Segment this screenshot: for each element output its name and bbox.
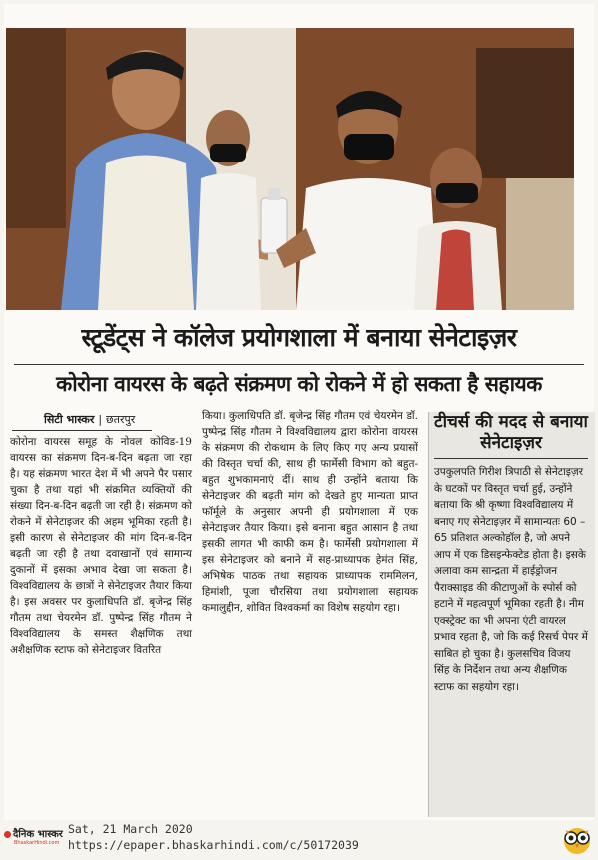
subheadline: कोरोना वायरस के बढ़ते संक्रमण को रोकने में हो सकता है सहायक	[56, 372, 542, 396]
logo-subtext: BhaskarHindi.com	[14, 840, 60, 846]
publisher-logo	[4, 826, 63, 846]
byline-place: छतरपुर	[106, 413, 136, 426]
article-column-2	[202, 408, 418, 616]
logo-text: दैनिक भास्कर	[13, 829, 63, 840]
column-2-text: किया। कुलाधिपति डॉ. बृजेन्द्र सिंह गौतम एवं चेयरमेन डॉ. पुष्पेन्द्र सिंह गौतम ने विश्वविद्यालय द्वारा कोरोना वायरस के संक्रमण की रोकथाम के लिए किए गए अन्य प्रयासों की विस्तृत चर्चा की, साथ ही फार्मेसी विभाग को बहुत-बहुत शुभकामनाएं दीं। साथ ही उन्होंने बताया कि सेनेटाइजर की बढ़ती मांग को देखते हुए मान्यता प्राप्त फॉर्मूले के अनुसार अपनी ही प्रयोगशाला में एक सेनेटाइजर तैयार किया। इसे बनाना बहुत आसान है तथा इसकी लागत भी काफी कम है। फार्मेसी प्रयोगशाला में इस सेनेटाइजर को बनाने में सह-प्राध्यापक हेमंत सिंह, अभिषेक पाठक तथा सहायक प्राध्यापक राममिलन, हिमांशी, पूजा चौरसिया तथा प्रयोगशाला सहायक कमालुद्दीन, शोवित विश्वकर्मा का विशेष सहयोग रहा।	[202, 410, 418, 614]
byline-rule	[12, 430, 152, 431]
article-photo	[6, 28, 574, 310]
sidebar-divider	[434, 458, 588, 459]
newspaper-clipping	[4, 4, 594, 820]
article-column-1	[10, 434, 192, 658]
column-1-text: कोरोना वायरस समूह के नोवल कोविड-19 वायरस का संक्रमण दिन-ब-दिन बढ़ता जा रहा है। यह संक्रमण भारत देश में भी अपने पैर पसार चुका है तथा यहां भी संक्रमित व्यक्तियों की संख्या दिन-ब-दिन बढ़ती जा रही है। संक्रमण को रोकने में सेनेटाइजर की अहम भूमिका रहती है। इसी कारण से सेनेटाइजर की मांग दिन-ब-दिन बढ़ती जा रही है तथा दवाखानों एवं सामान्य दुकानों में इसका अभाव देखा जा सकता है। विश्वविद्यालय के छात्रों ने सेनेटाइजर तैयार किया है। इस अवसर पर कुलाधिपति डॉ. बृजेन्द्र सिंह गौतम तथा चेयरमेन डॉ. पुष्पेन्द्र सिंह गौतम ने विश्वविद्यालय के समस्त शैक्षणिक तथा अशैक्षणिक स्टाफ को सेनेटाइजर वितरित	[10, 436, 192, 656]
owl-mascot-icon	[560, 822, 594, 856]
epaper-url[interactable]: https://epaper.bhaskarhindi.com/c/50172039	[68, 838, 359, 852]
sidebar-title: टीचर्स की मदद से बनाया सेनेटाइज़र	[434, 412, 588, 453]
byline-source: सिटी भास्कर	[44, 413, 95, 426]
logo-dot-icon	[4, 831, 11, 838]
sidebar-text: उपकुलपति गिरीश त्रिपाठी से सेनेटाइज़र के घटकों पर विस्तृत चर्चा हुई, उन्होंने बताया कि श्री कृष्णा विश्वविद्यालय में बनाए गए सेनेटाइज़र में सामान्यतः 60 – 65 प्रतिशत अल्कोहॉल है, जो अपने आप में एक डिसइन्फेक्टेड होता है। इसके अलावा कम सान्द्रता में हाईड्रोजन पैराक्साइड की कीटाणुओं के स्पोर्स को हटाने में महत्वपूर्ण भूमिका रहती है। नीम एक्स्ट्रेक्ट का भी अपना एंटी वायरल प्रभाव रहता है, जो कि कई रिसर्च पेपर में साबित हो चुका है। कुलसचिव विजय सिंह के निर्देशन तथा अन्य शैक्षणिक स्टाफ का सहयोग रहा।	[434, 466, 588, 693]
byline	[44, 412, 135, 427]
photo-illustration	[6, 28, 574, 310]
headline: स्टूडेंट्स ने कॉलेज प्रयोगशाला में बनाया सेनेटाइज़र	[81, 323, 517, 352]
headline-divider	[14, 364, 584, 365]
byline-separator: |	[98, 413, 103, 426]
publication-date: Sat, 21 March 2020	[68, 822, 193, 836]
